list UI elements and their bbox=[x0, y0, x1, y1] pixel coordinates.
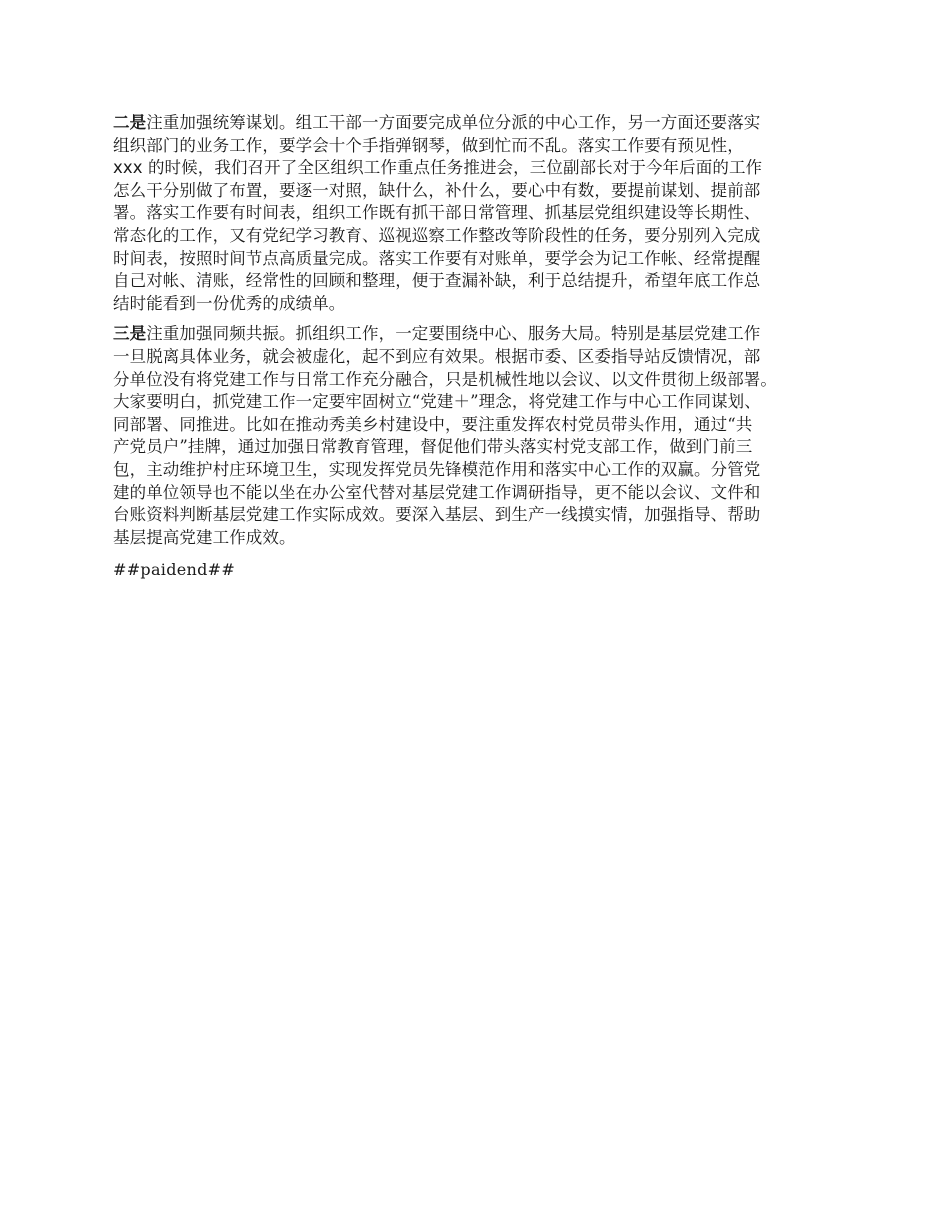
placeholder-text: xxx bbox=[113, 158, 143, 178]
paragraph-lead: 二是 bbox=[113, 113, 147, 132]
paragraph-three bbox=[113, 323, 853, 549]
paragraph-text: 注重加强统筹谋划。组工干部一方面要完成单位分派的中心工作，另一方面还要落实 组织部门的业务工作，要学会十个手指弹钢琴，做到忙而不乱。落实工作要有预见性， bbox=[113, 113, 761, 155]
document-page bbox=[113, 112, 853, 581]
paragraph-two bbox=[113, 112, 853, 315]
end-marker: ##paidend## bbox=[113, 560, 236, 580]
paragraph-lead: 三是 bbox=[113, 324, 147, 344]
paragraph-text-continued: 的时候，我们召开了全区组织工作重点任务推进会，三位副部长对于今年后面的工作 怎么干分别做了布置，要逐一对照，缺什么，补什么，要心中有数，要提前谋划、提前部 署。落实工作要有时间表，组织工作既有抓干部日常管理、抓基层党组织建设等长期性、 常态化的工作，又有党纪学习教育、巡视巡察工作整改等阶段性的任务，要分别列入完成 时间表，按照时间节点高质量完成。落实工作要有对账单，要学会为记工作帐、经常提醒 自己对帐、清账，经常性的回顾和整理，便于查漏补缺，利于总结提升，希望年底工作总 结时能看到一份优秀的成绩单。 bbox=[113, 158, 763, 313]
paragraph-text: 注重加强同频共振。抓组织工作，一定要围绕中心、服务大局。特别是基层党建工作 一旦脱离具体业务，就会被虚化，起不到应有效果。根据市委、区委指导站反馈情况，部 分单位没有将党建工作与日常工作充分融合，只是机械性地以会议、以文件贯彻上级部署。 大家要明白，抓党建工作一定要牢固树立“党建＋”理念，将党建工作与中心工作同谋划、 同部署、同推进。比如在推动秀美乡村建设中，要注重发挥农村党员带头作用，通过“共 产党员户”挂牌，通过加强日常教育管理，督促他们带头落实村党支部工作，做到门前三 包，主动维护村庄环境卫生，实现发挥党员先锋模范作用和落实中心工作的双赢。分管党 建的单位领导也不能以坐在办公室代替对基层党建工作调研指导，更不能以会议、文件和 台账资料判断基层党建工作实际成效。要深入基层、到生产一线摸实情，加强指导、帮助 基层提高党建工作成效。 bbox=[113, 324, 777, 547]
